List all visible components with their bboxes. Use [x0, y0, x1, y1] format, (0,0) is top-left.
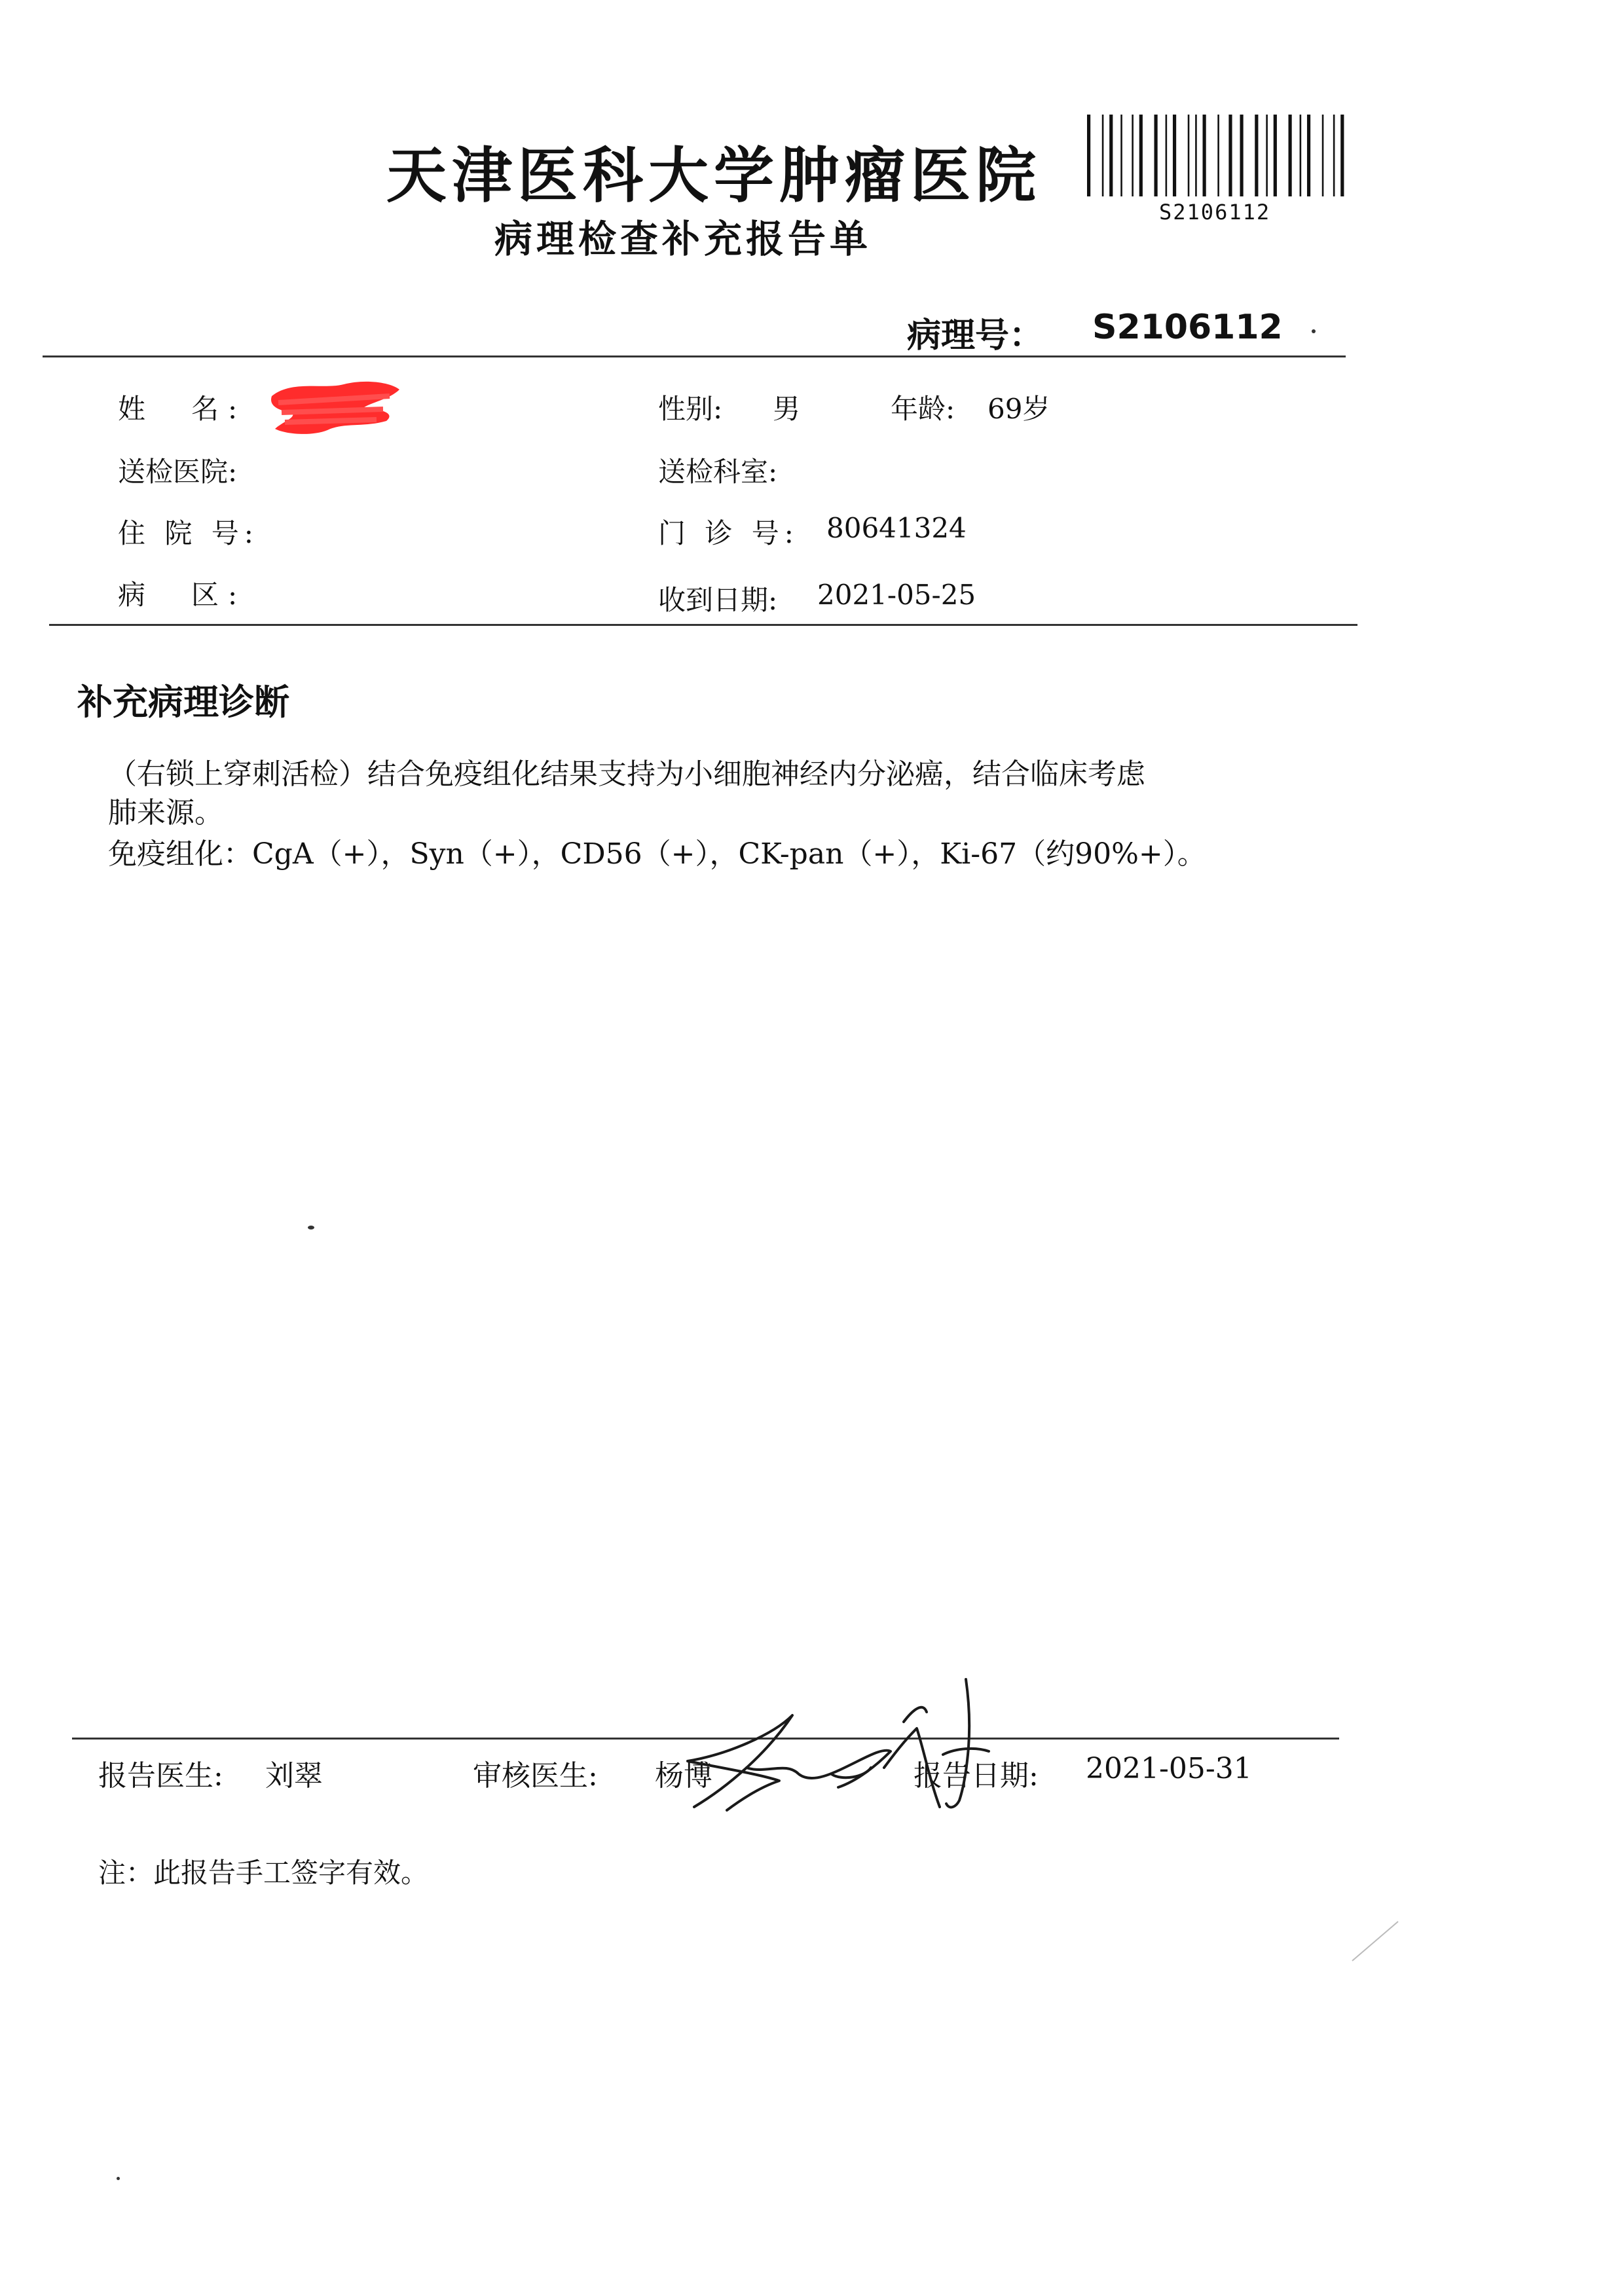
- info-rule: [49, 624, 1357, 626]
- barcode-bar: [1139, 115, 1143, 196]
- name-label: 姓 名:: [118, 393, 247, 425]
- scan-mark: [1349, 1918, 1401, 1964]
- barcode: [1087, 115, 1356, 196]
- header-rule: [43, 355, 1346, 357]
- speck: [308, 1226, 314, 1230]
- speck: [117, 2177, 120, 2180]
- barcode-bar: [1274, 115, 1277, 196]
- barcode-bar: [1255, 115, 1258, 196]
- diagnosis-line-1: （右锁上穿刺活检）结合免疫组化结果支持为小细胞神经内分泌癌，结合临床考虑: [108, 757, 1145, 791]
- sending-department-label: 送检科室:: [658, 456, 778, 488]
- barcode-bar: [1322, 115, 1324, 196]
- barcode-bar: [1109, 115, 1113, 196]
- outpatient-number-value: 80641324: [826, 512, 967, 544]
- handwritten-signature: [668, 1676, 1008, 1820]
- barcode-bar: [1300, 115, 1302, 196]
- report-doctor-value: 刘翠: [265, 1759, 323, 1793]
- barcode-bar: [1120, 115, 1122, 196]
- barcode-bar: [1307, 115, 1310, 196]
- barcode-number: S2106112: [1159, 200, 1271, 225]
- barcode-bar: [1195, 115, 1197, 196]
- barcode-bar: [1333, 115, 1335, 196]
- immunohistochemistry-line: 免疫组化：CgA（+），Syn（+），CD56（+），CK-pan（+），Ki-67（约90%+）。: [108, 837, 1206, 871]
- ward-label: 病 区:: [118, 579, 247, 611]
- redaction-mark: [265, 376, 406, 439]
- speck: [1312, 329, 1316, 333]
- barcode-bar: [1188, 115, 1190, 196]
- pathology-number-value: S2106112: [1092, 308, 1283, 347]
- age-value: 69岁: [987, 393, 1050, 425]
- gender-value: 男: [773, 393, 801, 425]
- barcode-bar: [1102, 115, 1104, 196]
- diagnosis-line-2: 肺来源。: [108, 796, 223, 829]
- gender-label: 性别:: [658, 393, 723, 425]
- hospital-name: 天津医科大学肿瘤医院: [386, 140, 1042, 211]
- pathology-number-label: 病理号：: [907, 316, 1044, 355]
- review-doctor-label: 审核医生:: [473, 1759, 598, 1793]
- received-date-label: 收到日期:: [658, 584, 778, 616]
- barcode-bar: [1173, 115, 1176, 196]
- diagnosis-title: 补充病理诊断: [77, 682, 289, 723]
- barcode-bar: [1132, 115, 1134, 196]
- barcode-bar: [1340, 115, 1344, 196]
- barcode-bar: [1154, 115, 1158, 196]
- barcode-bar: [1240, 115, 1243, 196]
- sending-hospital-label: 送检医院:: [118, 456, 238, 488]
- age-label: 年龄:: [891, 393, 955, 425]
- received-date-value: 2021-05-25: [817, 579, 976, 611]
- inpatient-number-label: 住 院 号:: [118, 517, 259, 549]
- barcode-bar: [1217, 115, 1219, 196]
- review-doctor-value: 杨博: [655, 1759, 712, 1793]
- barcode-bar: [1166, 115, 1168, 196]
- report-doctor-label: 报告医生:: [98, 1759, 223, 1793]
- barcode-bar: [1289, 115, 1292, 196]
- footer-note: 注：此报告手工签字有效。: [98, 1857, 429, 1889]
- barcode-bar: [1087, 115, 1090, 196]
- report-date-label: 报告日期:: [913, 1759, 1039, 1793]
- barcode-bar: [1203, 115, 1206, 196]
- barcode-bar: [1266, 115, 1268, 196]
- report-title: 病理检查补充报告单: [494, 217, 872, 261]
- report-date-value: 2021-05-31: [1086, 1752, 1252, 1785]
- outpatient-number-label: 门 诊 号:: [658, 517, 799, 549]
- barcode-bar: [1228, 115, 1232, 196]
